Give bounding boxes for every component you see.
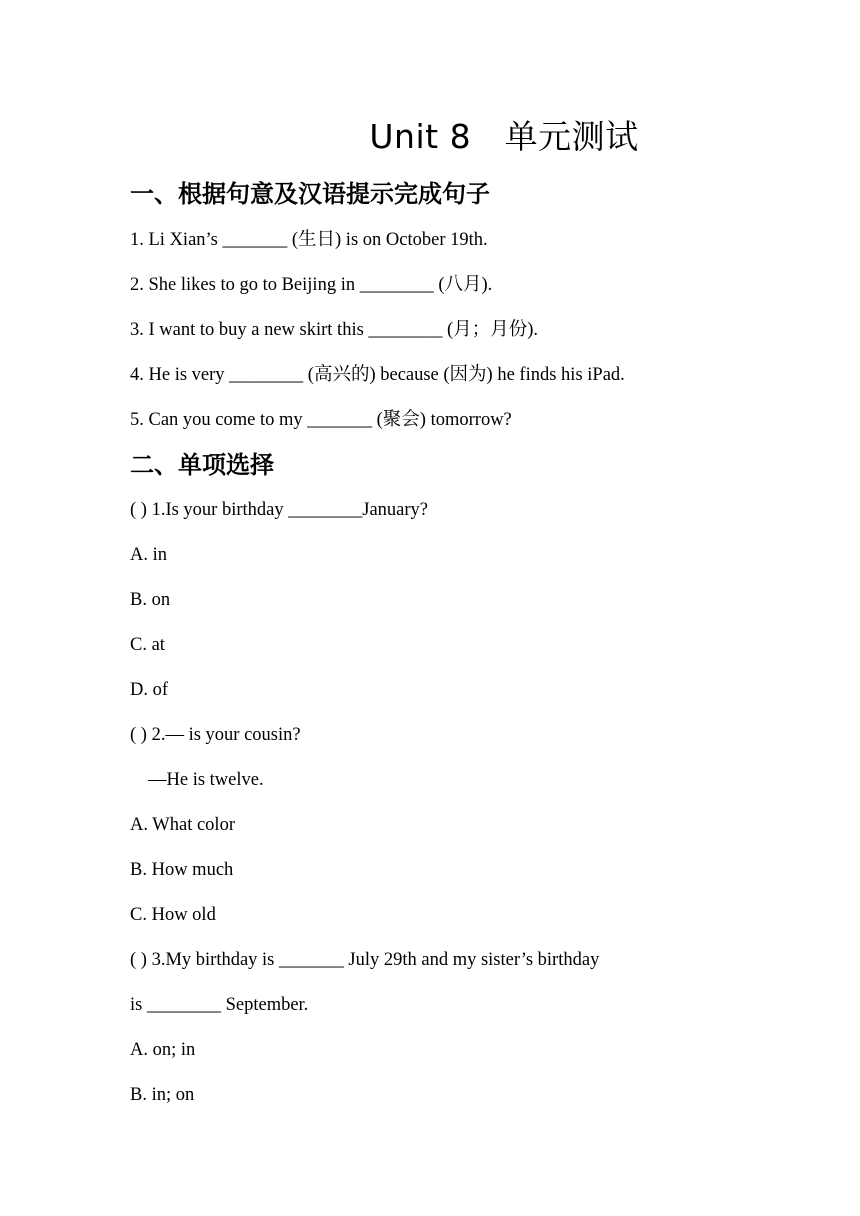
- question-1-option-d: D. of: [130, 680, 169, 700]
- question-2-option-b: B. How much: [130, 860, 234, 880]
- question-3-option-a: A. on; in: [130, 1040, 196, 1060]
- fill-in-item-3: 3. I want to buy a new skirt this ________ (月；月份).: [130, 320, 538, 340]
- section-1-heading: 一、根据句意及汉语提示完成句子: [130, 180, 490, 208]
- question-1-option-b: B. on: [130, 590, 171, 610]
- fill-in-item-4: 4. He is very ________ (高兴的) because (因为) he finds his iPad.: [130, 365, 625, 385]
- section-2-heading: 二、单项选择: [130, 451, 274, 479]
- question-1-option-a: A. in: [130, 545, 167, 565]
- question-3-stem-line-1: ( ) 3.My birthday is _______ July 29th and my sister’s birthday: [130, 950, 600, 970]
- fill-in-item-5: 5. Can you come to my _______ (聚会) tomorrow?: [130, 410, 512, 430]
- fill-in-item-2: 2. She likes to go to Beijing in ________ (八月).: [130, 275, 493, 295]
- question-3-option-b: B. in; on: [130, 1085, 195, 1105]
- question-1-stem: ( ) 1.Is your birthday ________January?: [130, 500, 428, 520]
- question-2-option-a: A. What color: [130, 815, 235, 835]
- question-1-option-c: C. at: [130, 635, 165, 655]
- question-2-reply: ―He is twelve.: [148, 770, 264, 790]
- question-3-stem-line-2: is ________ September.: [130, 995, 309, 1015]
- fill-in-item-1: 1. Li Xian’s _______ (生日) is on October 19th.: [130, 230, 488, 250]
- page-title: Unit 8 单元测试: [369, 117, 639, 156]
- question-2-stem: ( ) 2.― is your cousin?: [130, 725, 301, 745]
- question-2-option-c: C. How old: [130, 905, 216, 925]
